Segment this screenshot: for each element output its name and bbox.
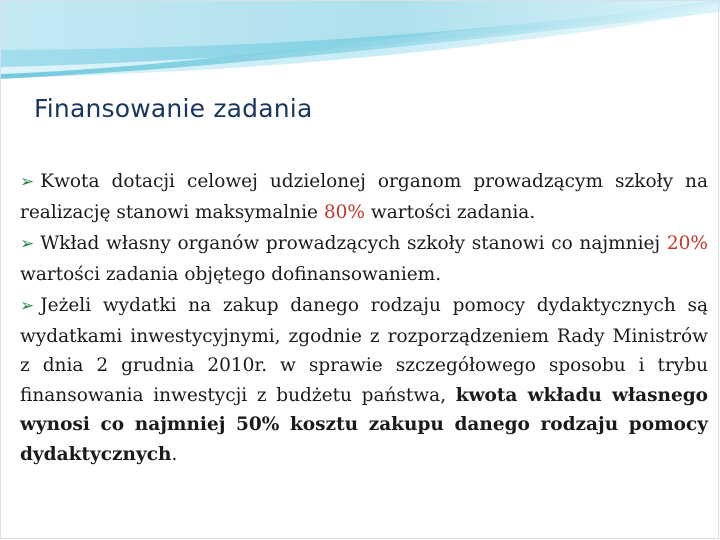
highlight-percentage: 80%: [323, 201, 366, 223]
bullet-text-end: wartości zadania.: [365, 201, 536, 223]
slide-title: Finansowanie zadania: [34, 94, 313, 123]
arrow-right-icon: ➢: [20, 296, 35, 316]
bullet-text-end: .: [171, 443, 178, 465]
bullet-text-end: wartości zadania objętego dofinansowaniem.: [20, 263, 442, 285]
bullet-text: Kwota dotacji celowej udzielonej organom prowadzącym szkoły na realizację stanowi maksymalnie: [20, 171, 708, 223]
highlight-percentage: 20%: [666, 233, 708, 254]
bullet-list: [20, 167, 708, 469]
bullet-item: [20, 229, 708, 289]
bullet-text: Wkład własny organów prowadzących szkoły stanowi co najmniej: [40, 233, 667, 254]
arrow-right-icon: ➢: [20, 234, 35, 254]
bold-emphasis: kwota wkładu własnego wynosi co najmniej 50% kosztu zakupu danego rodzaju pomocy dydaktycznych: [20, 384, 708, 465]
bullet-text: Jeżeli wydatki na zakup danego rodzaju pomocy dydaktycznych są wydatkami inwestycyjnymi, zgodnie z rozporządzeniem Rady Ministrów z dnia 2 grudnia 2010r. w sprawie szczegółowego sposobu i trybu finansowania inwestycji z budżetu państwa,: [20, 295, 708, 406]
header-wave-decoration: [0, 0, 720, 90]
arrow-right-icon: ➢: [20, 172, 35, 192]
bullet-item: [20, 167, 708, 227]
bullet-item: [20, 291, 708, 469]
